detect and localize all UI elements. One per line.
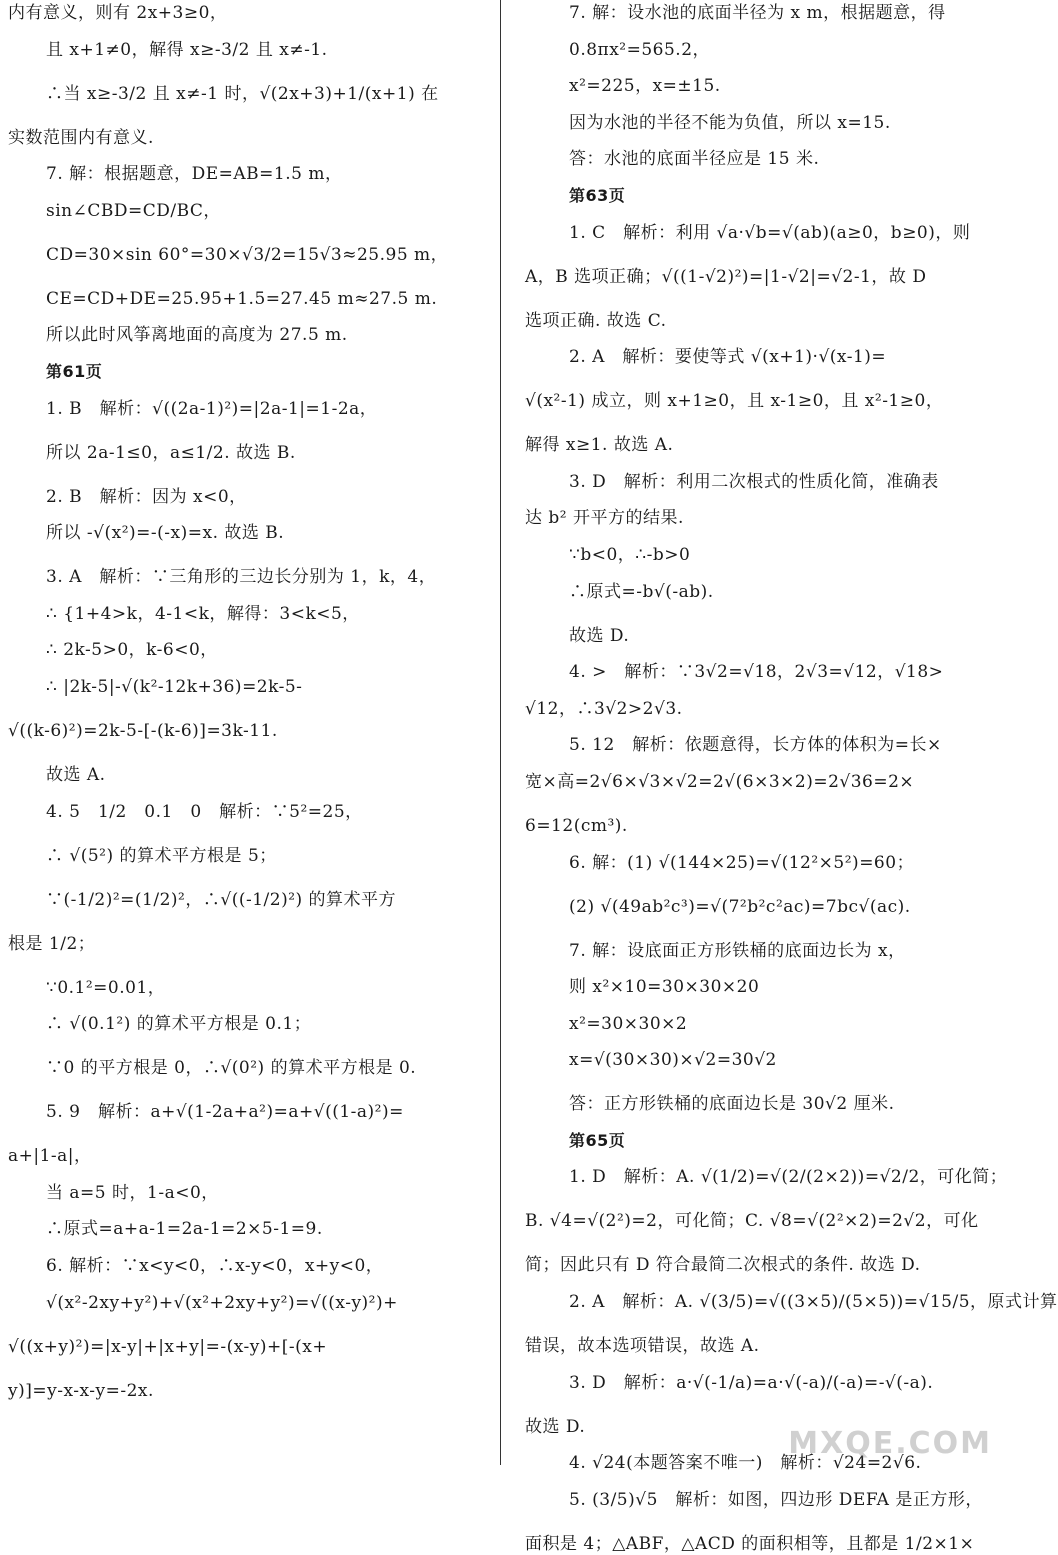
section-heading: 第65页 (569, 1130, 626, 1150)
text-line: √((x+y)²)=|x-y|+|x+y|=-(x-y)+[-(x+ (8, 1336, 328, 1357)
text-line: 1. D 解析：A. √(1/2)=√(2/(2×2))=√2/2，可化简； (569, 1167, 1008, 1188)
text-line: 2. B 解析：因为 x<0， (46, 486, 247, 507)
text-line: 内有意义，则有 2x+3≥0， (8, 3, 228, 23)
text-line: ∴原式=a+a-1=2a-1=2×5-1=9. (46, 1219, 323, 1240)
text-line: 实数范围内有意义. (8, 127, 154, 148)
text-line: 所以此时风筝离地面的高度为 27.5 m. (46, 325, 348, 346)
text-line: √12，∴3√2>2√3. (525, 698, 683, 719)
text-line: 6=12(cm³). (525, 815, 628, 836)
section-heading: 第63页 (569, 185, 626, 205)
text-line: ∵0 的平方根是 0，∴√(0²) 的算术平方根是 0. (46, 1058, 417, 1079)
text-line: 3. D 解析：a·√(-1/a)=a·√(-a)/(-a)=-√(-a). (569, 1372, 934, 1393)
text-line: ∴ √(5²) 的算术平方根是 5； (46, 845, 277, 866)
text-line: 1. C 解析：利用 √a·√b=√(ab)(a≥0，b≥0)，则 (569, 222, 971, 243)
text-line: 6. 解析：∵x<y<0，∴x-y<0，x+y<0， (46, 1255, 384, 1276)
text-line: 3. D 解析：利用二次根式的性质化简，准确表 (569, 471, 939, 492)
text-line: 7. 解：设底面正方形铁桶的底面边长为 x， (569, 940, 906, 961)
text-line: 2. A 解析：要使等式 √(x+1)·√(x-1)= (569, 347, 887, 368)
text-line: ∴ 2k-5>0，k-6<0， (46, 640, 218, 661)
text-line: 7. 解：根据题意，DE=AB=1.5 m， (46, 164, 343, 185)
text-line: √(x²-2xy+y²)+√(x²+2xy+y²)=√((x-y)²)+ (46, 1292, 398, 1313)
text-line: 当 a=5 时，1-a<0， (46, 1182, 219, 1203)
text-line: 6. 解：(1) √(144×25)=√(12²×5²)=60； (569, 852, 915, 873)
text-line: (2) √(49ab²c³)=√(7²b²c²ac)=7bc√(ac). (569, 896, 911, 917)
text-line: √(x²-1) 成立，则 x+1≥0，且 x-1≥0，且 x²-1≥0， (525, 391, 944, 412)
text-line: 根是 1/2； (8, 933, 96, 954)
text-line: A，B 选项正确；√((1-√2)²)=|1-√2|=√2-1，故 D (525, 266, 927, 287)
text-line: 面积是 4；△ABF，△ACD 的面积相等，且都是 1/2×1× (525, 1533, 975, 1554)
text-line: y)]=y-x-x-y=-2x. (8, 1380, 154, 1401)
text-line: 所以 2a-1≤0，a≤1/2. 故选 B. (46, 442, 296, 463)
text-line: ∴ |2k-5|-√(k²-12k+36)=2k-5- (46, 676, 303, 697)
text-line: 且 x+1≠0，解得 x≥-3/2 且 x≠-1. (46, 39, 328, 60)
text-line: 5. 12 解析：依题意得，长方体的体积为=长× (569, 735, 942, 756)
text-line: ∴当 x≥-3/2 且 x≠-1 时，√(2x+3)+1/(x+1) 在 (46, 83, 439, 104)
text-line: ∵0.1²=0.01， (46, 977, 166, 998)
text-line: CD=30×sin 60°=30×√3/2=15√3≈25.95 m， (46, 244, 449, 265)
section-heading: 第61页 (46, 361, 103, 381)
text-line: 7. 解：设水池的底面半径为 x m，根据题意，得 (569, 3, 946, 23)
text-line: CE=CD+DE=25.95+1.5=27.45 m≈27.5 m. (46, 288, 438, 309)
text-line: 选项正确. 故选 C. (525, 310, 667, 331)
text-line: B. √4=√(2²)=2，可化简；C. √8=√(2²×2)=2√2，可化 (525, 1211, 979, 1232)
text-line: ∴ {1+4>k，4-1<k，解得：3<k<5， (46, 603, 360, 624)
text-line: 解得 x≥1. 故选 A. (525, 435, 674, 456)
text-line: x²=225，x=±15. (569, 76, 721, 97)
column-divider (500, 0, 501, 1465)
text-line: 5. 9 解析：a+√(1-2a+a²)=a+√((1-a)²)= (46, 1102, 404, 1123)
text-line: 故选 A. (46, 764, 106, 785)
text-line: 答：正方形铁桶的底面边长是 30√2 厘米. (569, 1094, 895, 1115)
text-line: √((k-6)²)=2k-5-[-(k-6)]=3k-11. (8, 720, 278, 741)
left-column (0, 0, 500, 1465)
text-line: 简；因此只有 D 符合最简二次根式的条件. 故选 D. (525, 1255, 921, 1276)
text-line: 4. √24(本题答案不唯一) 解析：√24=2√6. (569, 1453, 922, 1474)
text-line: 4. 5 1/2 0.1 0 解析：∵5²=25， (46, 801, 363, 822)
text-line: a+|1-a|， (8, 1146, 92, 1167)
text-line: 所以 -√(x²)=-(-x)=x. 故选 B. (46, 523, 285, 544)
text-line: 因为水池的半径不能为负值，所以 x=15. (569, 112, 891, 133)
text-line: 故选 D. (525, 1416, 586, 1437)
text-line: x²=30×30×2 (569, 1013, 688, 1034)
text-line: 5. (3/5)√5 解析：如图，四边形 DEFA 是正方形， (569, 1489, 983, 1510)
watermark: MXQE.COM (788, 1426, 992, 1461)
text-line: 3. A 解析：∵三角形的三边长分别为 1，k，4， (46, 567, 437, 588)
text-line: ∴ √(0.1²) 的算术平方根是 0.1； (46, 1014, 312, 1035)
text-line: 宽×高=2√6×√3×√2=2√(6×3×2)=2√36=2× (525, 771, 915, 792)
text-line: 1. B 解析：√((2a-1)²)=|2a-1|=1-2a， (46, 398, 378, 419)
right-column (505, 0, 1058, 1554)
text-line: ∵(-1/2)²=(1/2)²，∴√((-1/2)²) 的算术平方 (46, 889, 397, 910)
text-line: 0.8πx²=565.2， (569, 39, 711, 60)
text-line: 达 b² 开平方的结果. (525, 508, 684, 529)
text-line: 2. A 解析：A. √(3/5)=√((3×5)/(5×5))=√15/5，原式计算 (569, 1292, 1058, 1313)
text-line: 答：水池的底面半径应是 15 米. (569, 149, 820, 170)
text-line: 则 x²×10=30×30×20 (569, 977, 760, 998)
text-line: ∴原式=-b√(-ab). (569, 581, 714, 602)
text-line: sin∠CBD=CD/BC， (46, 200, 221, 221)
text-line: 4. > 解析：∵3√2=√18，2√3=√12，√18> (569, 662, 944, 683)
text-line: 错误，故本选项错误，故选 A. (525, 1336, 760, 1357)
text-line: x=√(30×30)×√2=30√2 (569, 1050, 777, 1071)
text-line: ∵b<0，∴-b>0 (569, 544, 691, 565)
text-line: 故选 D. (569, 625, 630, 646)
